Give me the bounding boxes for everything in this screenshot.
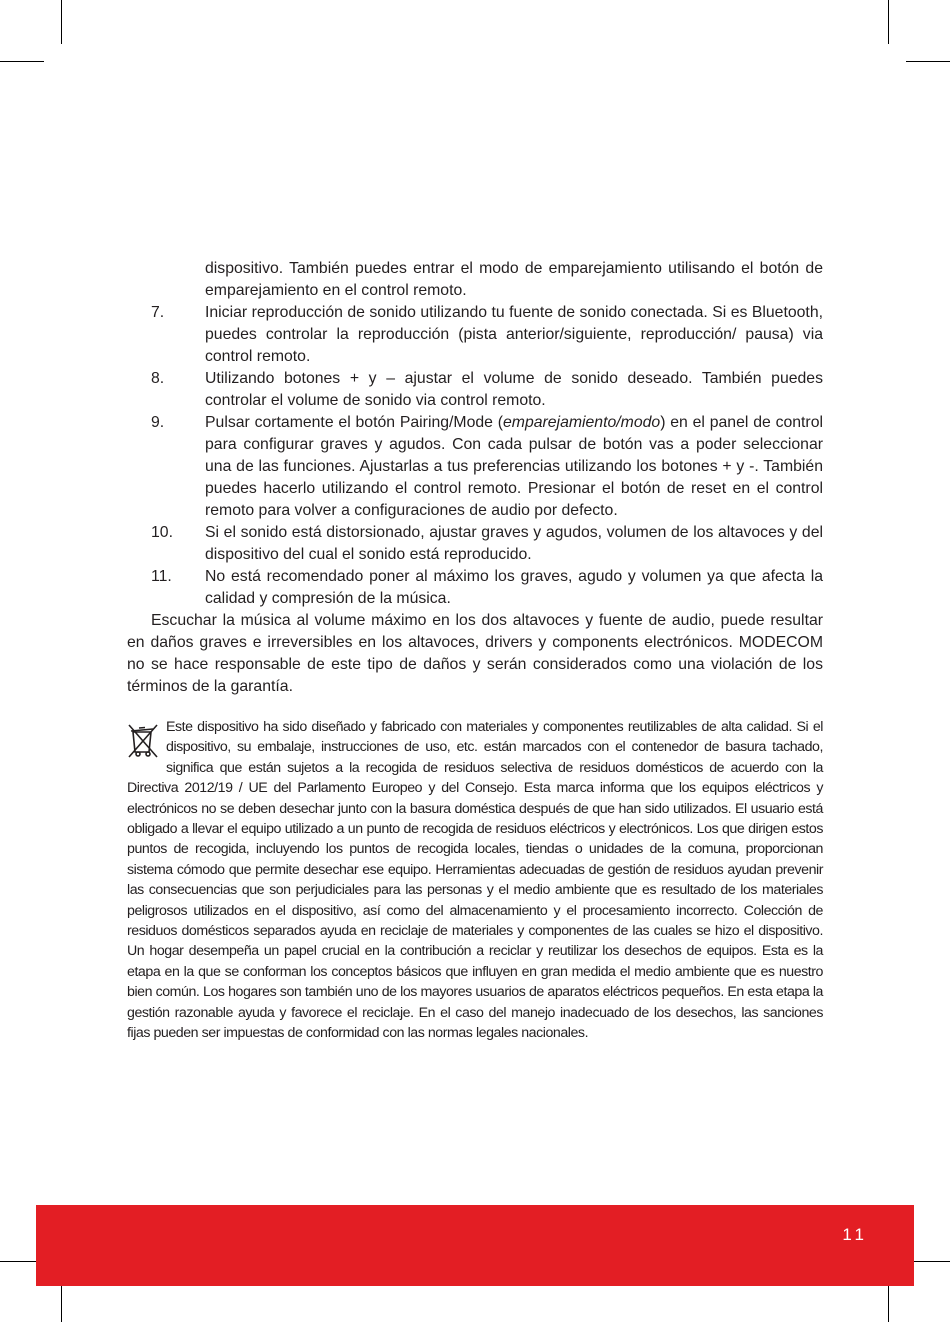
crossed-out-wheelie-bin-icon bbox=[127, 721, 159, 759]
step-10 bbox=[127, 522, 823, 566]
step-number: 9. bbox=[151, 414, 165, 431]
step-continuation: dispositivo. También puedes entrar el modo de emparejamiento utilisando el botón de emparejamiento en el control remoto. bbox=[205, 260, 823, 299]
footer-bar bbox=[36, 1205, 914, 1286]
step-7 bbox=[127, 302, 823, 368]
step-text: Utilizando botones + y – ajustar el volume de sonido deseado. También puedes controlar el volume de sonido via control remoto. bbox=[205, 370, 823, 409]
step-text-before: Pulsar cortamente el botón Pairing/Mode ( bbox=[205, 414, 503, 431]
crop-mark-top-left-h bbox=[0, 61, 44, 62]
step-number: 10. bbox=[151, 524, 173, 541]
crop-mark-top-left-v bbox=[61, 0, 62, 44]
crop-mark-top-right-h bbox=[906, 61, 950, 62]
warning-paragraph: Escuchar la música al volume máximo en los dos altavoces y fuente de audio, puede resultar en daños graves e irreversibles en los altavoces, drivers y components electrónicos. MODECOM no se hace responsable de este tipo de daños y serán considerados como una violación de los términos de la garantía. bbox=[127, 612, 823, 695]
instructions-section bbox=[127, 258, 823, 714]
step-text: Iniciar reproducción de sonido utilizando tu fuente de sonido conectada. Si es Bluetooth, puedes controlar la reproducción (pista anterior/siguiente, reproducción/ pausa) via control remoto. bbox=[205, 304, 823, 365]
step-number: 7. bbox=[151, 304, 165, 321]
step-text: Si el sonido está distorsionado, ajustar graves y agudos, volumen de los altavoces y del dispositivo del cual el sonido está reproducido. bbox=[205, 524, 823, 563]
step-text: No está recomendado poner al máximo los graves, agudo y volumen ya que afecta la calidad y compresión de la música. bbox=[205, 568, 823, 607]
step-11 bbox=[127, 566, 823, 610]
step-9 bbox=[127, 412, 823, 522]
step-text-after: ) en el panel de control para configurar graves y agudos. Con cada pulsar de botón vas a poder seleccionar una de las funciones. Ajustarlas a tus preferencias utilizando los botones + y -. También puedes hacerlo utilizando el control remoto. Presionar el botón de reset en el control remoto para volver a configuraciones de audio por defecto. bbox=[205, 414, 823, 519]
step-number: 11. bbox=[151, 568, 172, 585]
step-text-italic: emparejamiento/modo bbox=[503, 414, 661, 431]
step-number: 8. bbox=[151, 370, 165, 387]
crop-mark-top-right-v bbox=[888, 0, 889, 44]
page-number: 11 bbox=[842, 1225, 868, 1244]
step-text bbox=[205, 412, 823, 522]
step-8 bbox=[127, 368, 823, 412]
disposal-notice bbox=[127, 717, 823, 1044]
disposal-text: Este dispositivo ha sido diseñado y fabricado con materiales y componentes reutilizables de alta calidad. Si el dispositivo, su embalaje, instrucciones de uso, etc. están marcados con el contenedor de basura tachado, significa que están sujetos a la recogida de residuos selectiva de residuos domésticos de acuerdo con la Directiva 2012/19 / UE del Parlamento Europeo y del Consejo. Esta marca informa que los equipos eléctricos y electrónicos no se deben desechar junto con la basura doméstica después de que han sido utilizados. El usuario está obligado a llevar el equipo utilizado a un punto de recogida de residuos eléctricos y electrónicos. Los que dirigen estos puntos de recogida, incluyendo los puntos de recogida locales, tiendas o unidades de la comuna, proporcionan sistema cómodo que permite desechar ese equipo. Herramientas adecuadas de gestión de residuos ayudan prevenir las consecuencias que son perjudiciales para las personas y el medio ambiente que es resultado de los materiales peligrosos utilizados en el dispositivo, así como del almacenamiento y el procesamiento incorrecto. Colección de residuos domésticos separados ayuda en reciclaje de materiales y componentes de las cuales se hizo el dispositivo. Un hogar desempeña un papel crucial en la contribución a reciclar y reutilizar los desechos de equipos. Esta es la etapa en la que se conforman los conceptos básicos que influyen en gran medida el medio ambiente que es nuestro bien común. Los hogares son también uno de los mayores usuarios de aparatos eléctricos pequeños. En esta etapa la gestión razonable ayuda y favorece el reciclaje. En el caso del manejo inadecuado de los desechos, las sanciones fijas pueden ser impuestas de conformidad con las normas legales nacionales. bbox=[127, 719, 823, 1042]
